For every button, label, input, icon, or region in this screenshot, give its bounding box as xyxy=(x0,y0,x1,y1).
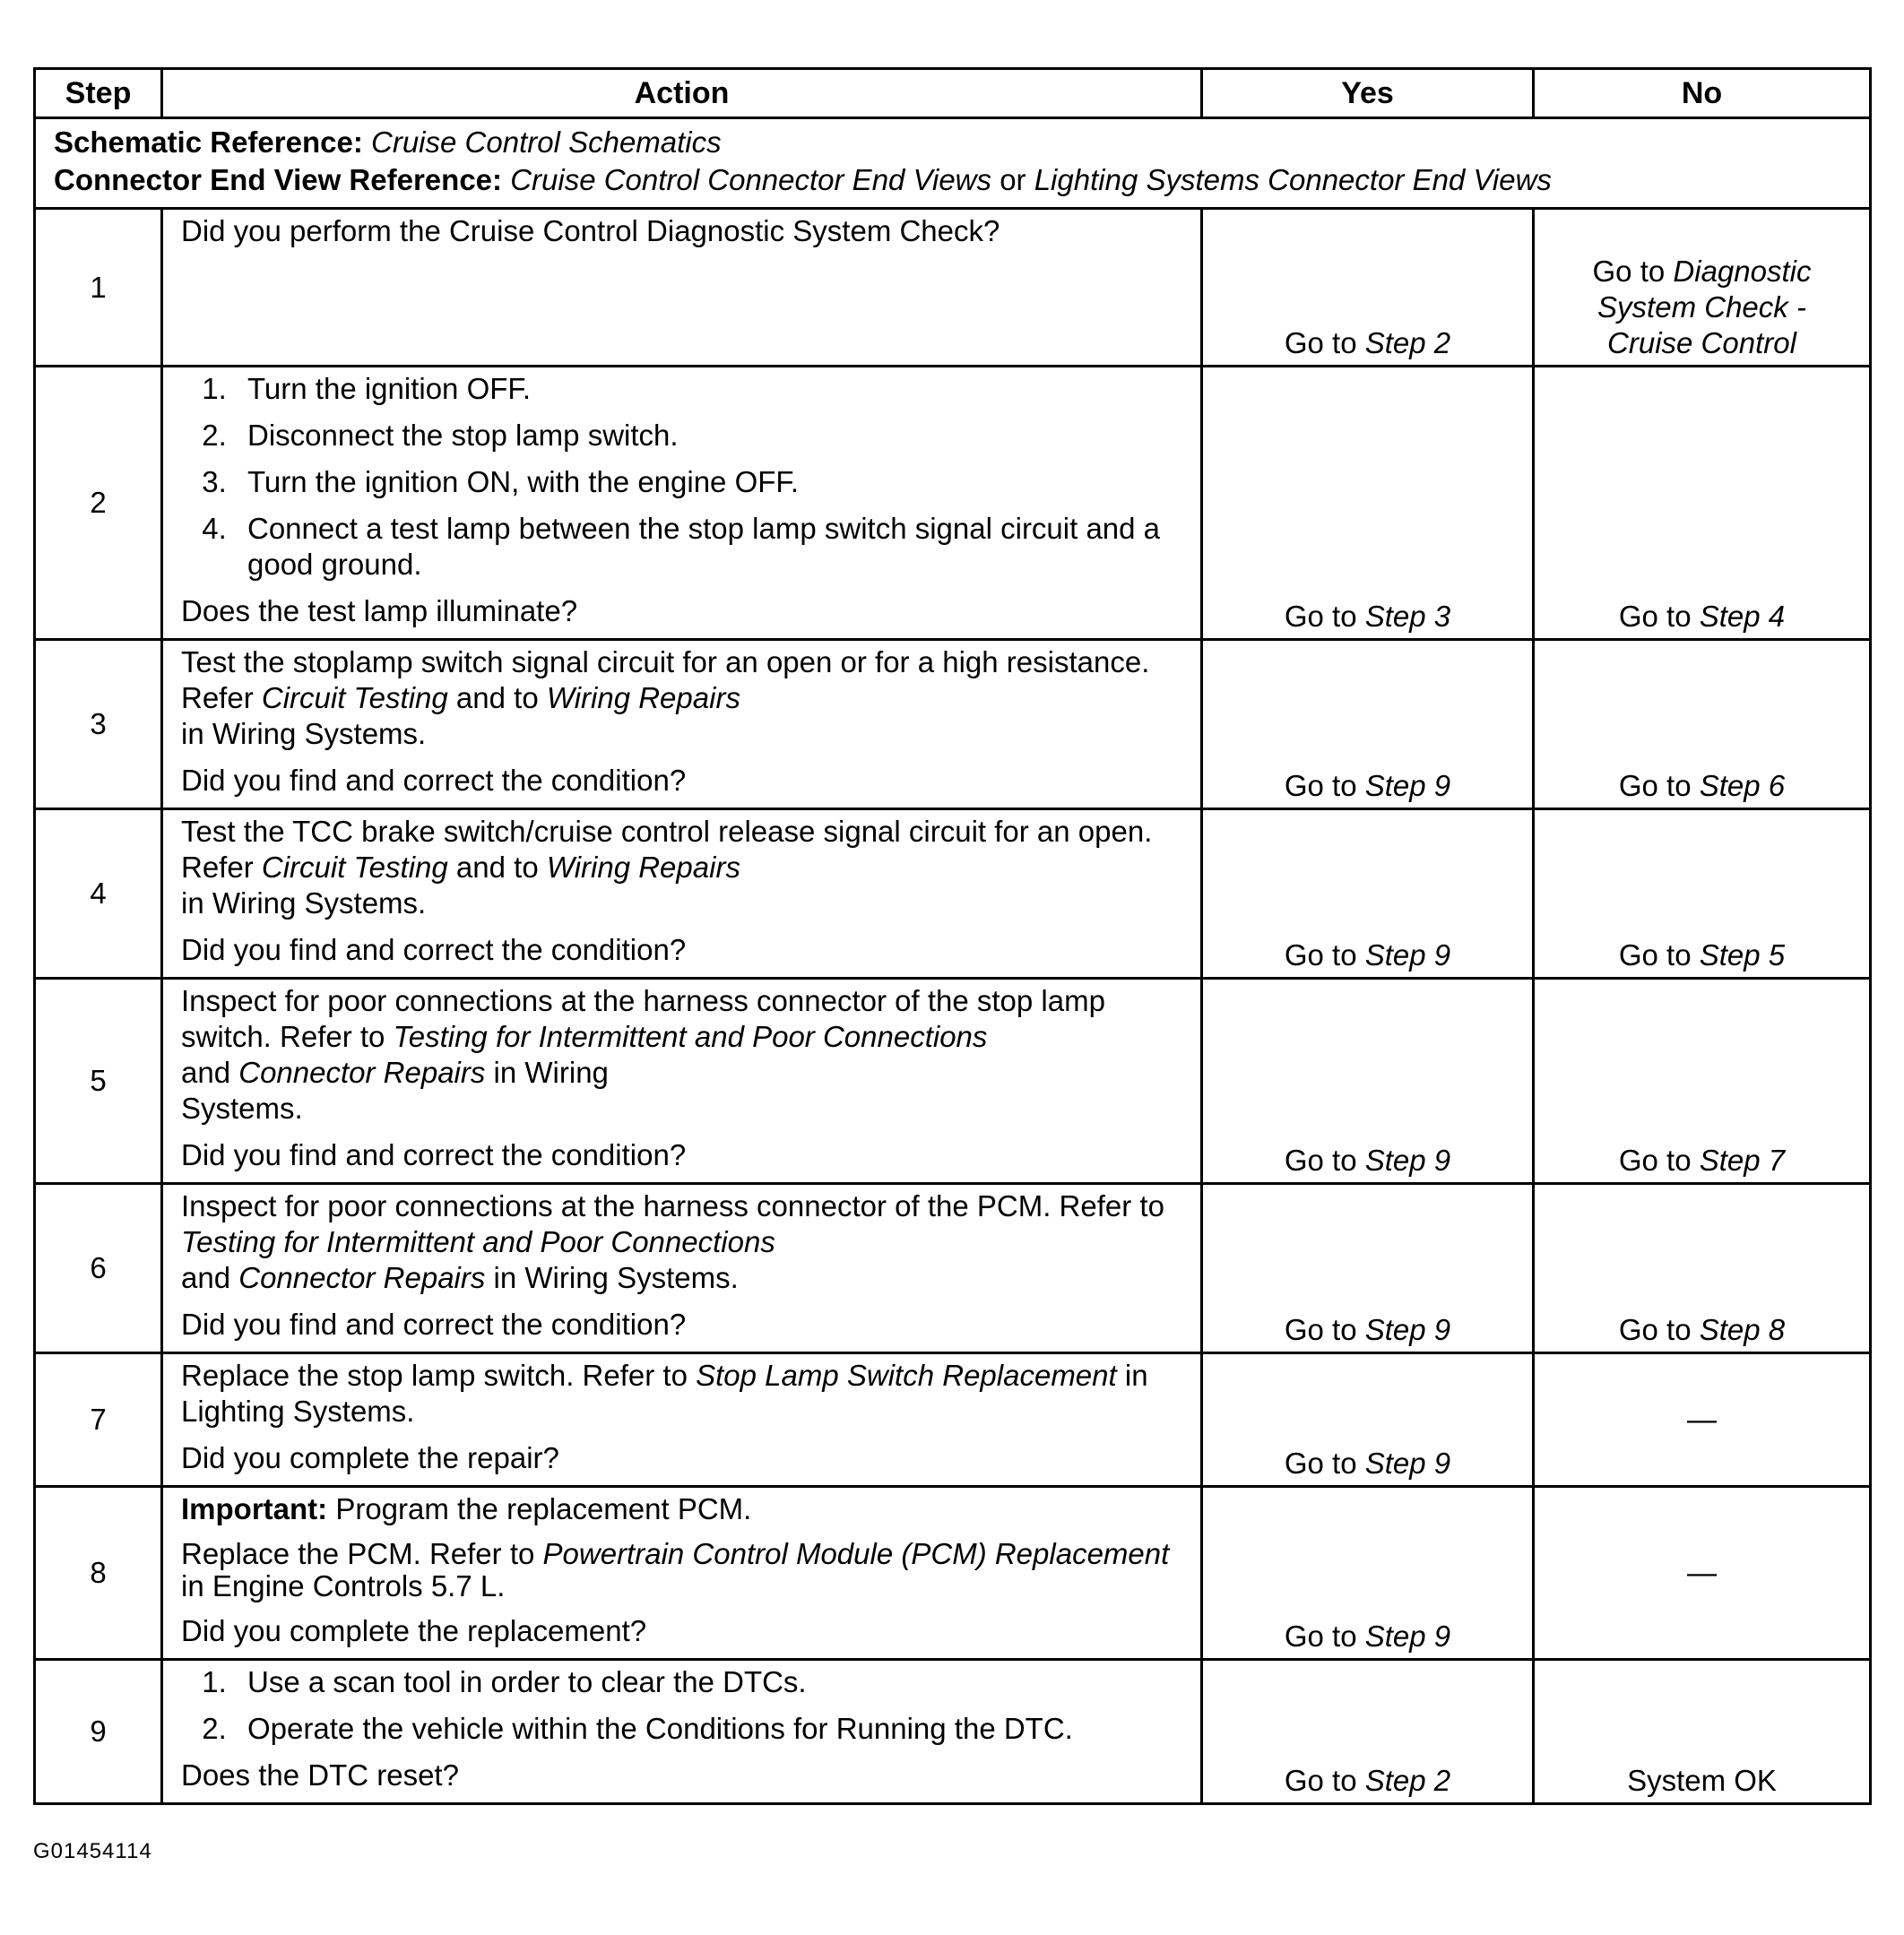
yes-cell xyxy=(1202,640,1534,809)
step-number: 5 xyxy=(35,979,162,1184)
yes-cell xyxy=(1202,209,1534,367)
no-cell xyxy=(1534,367,1871,640)
wiring-repairs-link[interactable]: Wiring Repairs xyxy=(546,681,740,714)
connector-link-2[interactable]: Lighting Systems Connector End Views xyxy=(1034,163,1552,196)
yes-cell xyxy=(1202,1353,1534,1487)
yes-cell xyxy=(1202,1660,1534,1804)
action-cell xyxy=(162,979,1202,1184)
yes-prefix: Go to xyxy=(1284,938,1357,972)
no-cell xyxy=(1534,209,1871,367)
no-cell xyxy=(1534,809,1871,979)
connector-or: or xyxy=(1000,163,1026,196)
text: Replace the PCM. Refer to xyxy=(181,1537,535,1570)
step-number: 2 xyxy=(35,367,162,640)
no-result: System OK xyxy=(1627,1764,1777,1797)
no-link[interactable]: Step 5 xyxy=(1699,938,1786,972)
action-cell xyxy=(162,1660,1202,1804)
instruction-text xyxy=(181,1358,1182,1430)
diagnostic-table xyxy=(33,67,1872,1805)
yes-link[interactable]: Step 9 xyxy=(1364,1620,1451,1653)
list-item: 1. Turn the ignition OFF. xyxy=(235,371,1182,407)
step-number: 6 xyxy=(35,1184,162,1353)
yes-link[interactable]: Step 2 xyxy=(1364,326,1451,359)
circuit-testing-link[interactable]: Circuit Testing xyxy=(261,681,448,714)
text: and xyxy=(181,1056,231,1089)
connector-reference xyxy=(54,163,1649,196)
text: Inspect for poor connections at the harness connector of the stop lamp switch. Refer to xyxy=(181,984,1105,1053)
instruction-text xyxy=(181,983,1182,1127)
no-prefix: Go to xyxy=(1618,1144,1692,1177)
table-row xyxy=(35,1184,1871,1353)
yes-cell xyxy=(1202,979,1534,1184)
text: in Lighting Systems. xyxy=(181,1359,1148,1428)
yes-cell xyxy=(1202,367,1534,640)
wiring-repairs-link[interactable]: Wiring Repairs xyxy=(546,851,740,884)
schematic-link[interactable]: Cruise Control Schematics xyxy=(371,125,722,159)
no-link[interactable]: Step 4 xyxy=(1699,600,1786,633)
text: and to xyxy=(455,851,539,884)
yes-prefix: Go to xyxy=(1284,1313,1357,1346)
important-label: Important: xyxy=(181,1492,328,1525)
yes-cell xyxy=(1202,1487,1534,1660)
no-cell xyxy=(1534,1184,1871,1353)
question: Did you complete the replacement? xyxy=(181,1614,647,1647)
yes-prefix: Go to xyxy=(1284,1620,1357,1653)
header-action: Action xyxy=(162,69,1202,118)
important-note xyxy=(181,1491,1182,1527)
step-number: 3 xyxy=(35,640,162,809)
instruction-text xyxy=(181,814,1182,921)
circuit-testing-link[interactable]: Circuit Testing xyxy=(261,851,448,884)
text: in Wiring xyxy=(493,1056,609,1089)
text: Test the stoplamp switch signal circuit for an open or for a high resistance. Refer xyxy=(181,645,1150,714)
connector-link-1[interactable]: Cruise Control Connector End Views xyxy=(510,163,992,196)
question: Did you complete the repair? xyxy=(181,1441,559,1474)
instruction-text xyxy=(181,1188,1182,1296)
step-number: 7 xyxy=(35,1353,162,1487)
instruction-text xyxy=(181,644,1182,752)
no-prefix: Go to xyxy=(1618,600,1692,633)
table-row xyxy=(35,209,1871,367)
yes-link[interactable]: Step 2 xyxy=(1364,1764,1451,1797)
text: in Wiring Systems. xyxy=(181,886,427,920)
yes-link[interactable]: Step 9 xyxy=(1364,1313,1451,1346)
question: Did you perform the Cruise Control Diagnostic System Check? xyxy=(181,214,1000,247)
action-cell xyxy=(162,209,1202,367)
no-link[interactable]: Step 7 xyxy=(1699,1144,1786,1177)
yes-prefix: Go to xyxy=(1284,326,1357,359)
procedure-list xyxy=(181,1664,1182,1747)
yes-link[interactable]: Step 9 xyxy=(1364,938,1451,972)
action-cell xyxy=(162,367,1202,640)
no-link[interactable]: Step 6 xyxy=(1699,769,1786,802)
yes-prefix: Go to xyxy=(1284,1764,1357,1797)
no-prefix: Go to xyxy=(1618,1313,1692,1346)
header-row xyxy=(35,69,1871,118)
procedure-list xyxy=(181,371,1182,583)
no-cell xyxy=(1534,979,1871,1184)
list-item: 4. Connect a test lamp between the stop lamp switch signal circuit and a good ground. xyxy=(235,511,1182,583)
schematic-label: Schematic Reference: xyxy=(54,125,363,159)
question: Does the DTC reset? xyxy=(181,1758,459,1792)
no-link[interactable]: Step 8 xyxy=(1699,1313,1786,1346)
header-no: No xyxy=(1534,69,1871,118)
list-item: 1. Use a scan tool in order to clear the DTCs. xyxy=(235,1664,1182,1700)
question: Does the test lamp illuminate? xyxy=(181,594,578,627)
text: in Wiring Systems. xyxy=(181,717,427,750)
yes-prefix: Go to xyxy=(1284,600,1357,633)
header-yes: Yes xyxy=(1202,69,1534,118)
action-cell xyxy=(162,1487,1202,1660)
step-number: 4 xyxy=(35,809,162,979)
no-prefix: Go to xyxy=(1618,938,1692,972)
reference-cell xyxy=(35,118,1871,209)
yes-link[interactable]: Step 9 xyxy=(1364,769,1451,802)
no-cell xyxy=(1534,1660,1871,1804)
no-dash: — xyxy=(1687,1403,1717,1436)
schematic-reference xyxy=(54,125,1851,160)
table-row xyxy=(35,1660,1871,1804)
step-number: 9 xyxy=(35,1660,162,1804)
table-row xyxy=(35,979,1871,1184)
action-cell xyxy=(162,1353,1202,1487)
action-cell xyxy=(162,640,1202,809)
text: Systems. xyxy=(181,1092,303,1125)
table-row xyxy=(35,809,1871,979)
important-text: Program the replacement PCM. xyxy=(335,1492,752,1525)
text: and to xyxy=(455,681,539,714)
yes-prefix: Go to xyxy=(1284,1144,1357,1177)
yes-prefix: Go to xyxy=(1284,1447,1357,1480)
connector-repairs-link[interactable]: Connector Repairs xyxy=(238,1056,486,1089)
figure-code: G01454114 xyxy=(33,1839,152,1863)
list-item: 3. Turn the ignition ON, with the engine OFF. xyxy=(235,464,1182,500)
step-number: 1 xyxy=(35,209,162,367)
table-row xyxy=(35,640,1871,809)
pcm-replacement-link[interactable]: Powertrain Control Module (PCM) Replacement xyxy=(542,1537,1170,1570)
text: in Wiring Systems. xyxy=(493,1261,739,1294)
list-item: 2. Disconnect the stop lamp switch. xyxy=(235,418,1182,454)
yes-cell xyxy=(1202,809,1534,979)
no-cell xyxy=(1534,1487,1871,1660)
yes-link[interactable]: Step 3 xyxy=(1364,600,1451,633)
stop-lamp-switch-replacement-link[interactable]: Stop Lamp Switch Replacement xyxy=(696,1359,1117,1392)
table-row xyxy=(35,1487,1871,1660)
text: in Engine Controls 5.7 L. xyxy=(181,1569,506,1602)
table-row xyxy=(35,367,1871,640)
reference-row xyxy=(35,118,1871,209)
question: Did you find and correct the condition? xyxy=(181,1138,687,1171)
no-prefix: Go to xyxy=(1618,769,1692,802)
text: Replace the stop lamp switch. Refer to xyxy=(181,1359,688,1392)
header-step: Step xyxy=(35,69,162,118)
question: Did you find and correct the condition? xyxy=(181,1308,687,1341)
connector-label: Connector End View Reference: xyxy=(54,163,503,196)
instruction-text xyxy=(181,1538,1182,1602)
no-cell xyxy=(1534,640,1871,809)
question: Did you find and correct the condition? xyxy=(181,933,687,966)
table-row xyxy=(35,1353,1871,1487)
yes-cell xyxy=(1202,1184,1534,1353)
no-cell xyxy=(1534,1353,1871,1487)
connector-repairs-link[interactable]: Connector Repairs xyxy=(238,1261,486,1294)
text: Test the TCC brake switch/cruise control release signal circuit for an open. Refer xyxy=(181,815,1153,884)
yes-link[interactable]: Step 9 xyxy=(1364,1447,1451,1480)
action-cell xyxy=(162,809,1202,979)
list-item: 2. Operate the vehicle within the Conditions for Running the DTC. xyxy=(235,1711,1182,1747)
yes-prefix: Go to xyxy=(1284,769,1357,802)
no-dash: — xyxy=(1687,1556,1717,1589)
no-link[interactable]: Diagnostic System Check - Cruise Control xyxy=(1597,255,1812,359)
yes-link[interactable]: Step 9 xyxy=(1364,1144,1451,1177)
action-cell xyxy=(162,1184,1202,1353)
text: and xyxy=(181,1261,231,1294)
step-number: 8 xyxy=(35,1487,162,1660)
testing-intermittent-link[interactable]: Testing for Intermittent and Poor Connections xyxy=(181,1225,775,1258)
text: Inspect for poor connections at the harness connector of the PCM. Refer to xyxy=(181,1189,1164,1222)
testing-intermittent-link[interactable]: Testing for Intermittent and Poor Connections xyxy=(393,1020,988,1053)
no-prefix: Go to xyxy=(1592,255,1666,288)
question: Did you find and correct the condition? xyxy=(181,764,687,797)
